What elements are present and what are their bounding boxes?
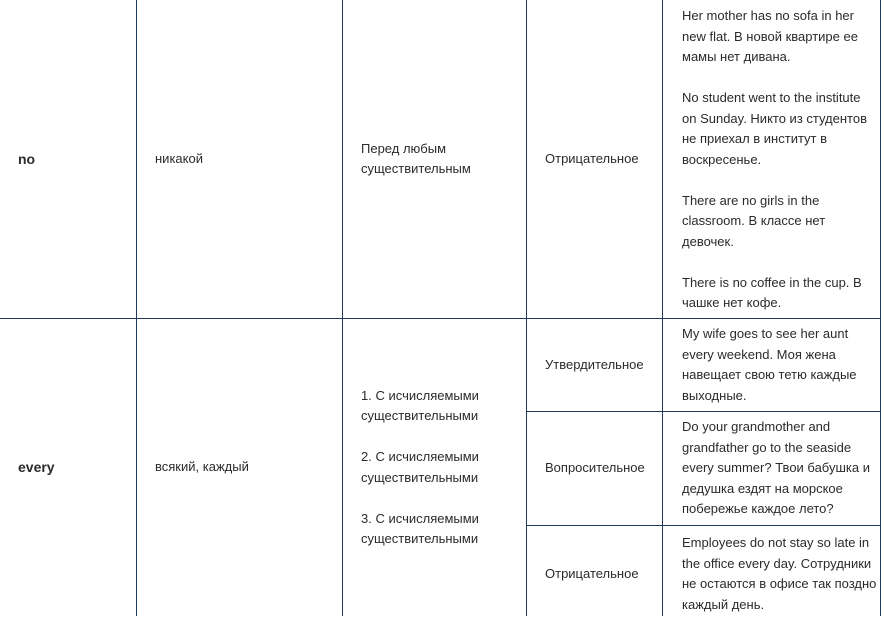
- example-text: Employees do not stay so late in the office every day. Сотрудники не остаются в офисе так поздно каждый день.: [682, 535, 877, 612]
- example-text: There are no girls in the classroom. В классе нет девочек.: [682, 192, 826, 249]
- table-cell-sentence-type: Вопросительное: [545, 460, 645, 476]
- column-divider-5: [880, 0, 881, 616]
- example-text: My wife goes to see her aunt every weekend. Моя жена навещает свою тетю каждые выходные.: [682, 326, 857, 403]
- table-cell-word: [18, 319, 128, 616]
- column-divider-4: [662, 0, 663, 616]
- table-cell-translation: никакой: [155, 150, 203, 166]
- table-cell-word: [18, 0, 128, 318]
- word-every: every: [18, 459, 55, 476]
- example-text: No student went to the institute on Sunday. Никто из студентов не приехал в институт в воскресенье.: [682, 90, 867, 167]
- table-cell-example: [682, 412, 878, 525]
- table-cell-examples: [682, 6, 876, 312]
- table-cell-sentence-type: Утвердительное: [545, 356, 644, 372]
- table-cell-example: [682, 526, 878, 622]
- table-cell-sentence-type: Отрицательное: [545, 565, 639, 581]
- usage-item: 2. С исчисляемыми существительными: [361, 449, 479, 485]
- table-cell-sentence-type: Отрицательное: [545, 150, 639, 166]
- column-divider-2: [342, 0, 343, 616]
- table-cell-usage: Перед любым существительным: [361, 140, 471, 176]
- column-divider-1: [136, 0, 137, 616]
- example-text: There is no coffee in the cup. В чашке нет кофе.: [682, 274, 862, 310]
- table-cell-translation: всякий, каждый: [155, 459, 249, 475]
- usage-item: 3. С исчисляемыми существительными: [361, 510, 479, 546]
- column-divider-3: [526, 0, 527, 616]
- example-text: Her mother has no sofa in her new flat. В новой квартире ее мамы нет дивана.: [682, 8, 858, 64]
- table-cell-usage: [361, 319, 516, 616]
- example-text: Do your grandmother and grandfather go to the seaside every summer? Твои бабушка и дедушка ездят на морское побережье каждое лето?: [682, 419, 870, 517]
- usage-item: 1. С исчисляемыми существительными: [361, 387, 479, 423]
- word-no: no: [18, 150, 36, 167]
- table-cell-example: [682, 319, 876, 411]
